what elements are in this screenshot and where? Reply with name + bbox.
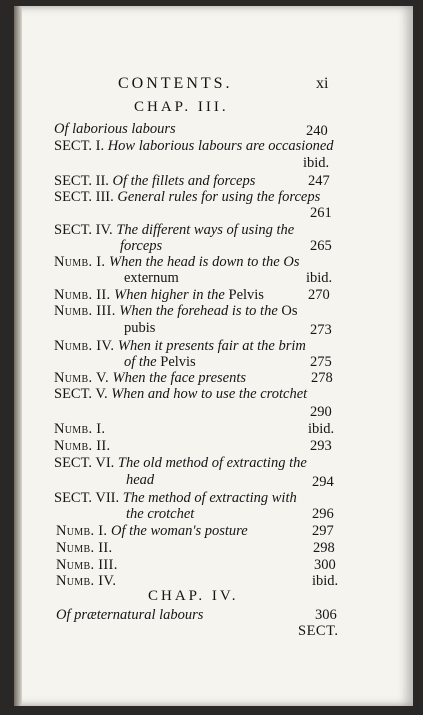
entry-title: The different ways of using the [116,222,295,238]
chapter-heading-3: CHAP. III. [134,99,229,115]
entry-page: 270 [308,287,330,303]
catchword: SECT. [298,623,339,639]
entry-row [54,370,246,386]
entry-page: 273 [310,322,332,338]
running-title: CONTENTS. [118,75,233,92]
book-page [14,6,413,706]
entry-title: When the head is down to the Os [108,254,300,270]
entry-title: Of præternatural labours [56,607,204,623]
entry-title: When higher in the [114,287,225,303]
entry-row [54,287,264,303]
entry-title: When the face presents [112,370,247,386]
entry-label: SECT. IV. [54,222,113,238]
entry-title: The old method of extracting the [117,455,307,471]
entry-label: SECT. I. [54,138,105,154]
entry-label: Numb. V. [54,370,109,386]
entry-title-roman: Pelvis [228,287,264,303]
entry-row [56,523,248,539]
entry-label: Numb. I. [54,254,106,270]
entry-label: Numb. I. [54,421,106,437]
entry-row [54,303,298,319]
entry-label: SECT. VII. [54,490,120,506]
entry-row [54,138,334,154]
entry-title-cont: forceps [120,238,163,254]
entry-page: ibid. [312,573,339,589]
entry-title: When the forehead is to the [119,303,278,319]
page-gutter-shadow [14,6,22,706]
entry-label: Numb. I. [56,523,108,539]
folio-number: xi [316,75,329,92]
entry-label: Numb. II. [54,438,111,454]
entry-label: Numb. II. [54,287,111,303]
entry-label: Numb. III. [54,303,116,319]
entry-page: 290 [310,404,332,420]
chapter-heading-4: CHAP. IV. [148,588,239,604]
entry-page: 298 [313,540,335,556]
entry-page: 293 [310,438,332,454]
entry-title: When and how to use the crotchet [111,386,308,402]
entry-title: General rules for using the forceps [117,189,321,205]
entry-label: Numb. III. [56,557,118,573]
entry-row [54,338,306,354]
entry-page: 247 [308,173,330,189]
entry-page: 278 [311,370,333,386]
entry-label: Numb. IV. [54,338,115,354]
entry-label: Numb. II. [56,540,113,556]
entry-page: 300 [314,557,336,573]
entry-label: SECT. III. [54,189,114,205]
entry-page: 275 [310,354,332,370]
entry-page: 294 [312,474,334,490]
entry-label: SECT. II. [54,173,109,189]
entry-title: Of the fillets and forceps [112,173,256,189]
entry-page: 297 [312,523,334,539]
entry-row [54,222,294,238]
entry-row [54,254,299,270]
entry-title: Of the woman's posture [110,523,248,539]
entry-title-cont: pubis [124,320,156,336]
entry-title: The method of extracting with [122,490,297,506]
entry-page: 306 [315,607,337,623]
entry-title: Of laborious labours [54,121,176,137]
entry-label: Numb. IV. [56,573,117,589]
entry-page: 240 [306,123,328,139]
entry-title: When it presents fair at the brim [117,338,306,354]
entry-row [54,490,297,506]
entry-row [54,386,307,402]
entry-title-cont: of the Pelvis [124,354,196,370]
entry-title-roman: Os [281,303,298,319]
entry-row [54,173,255,189]
entry-label: SECT. VI. [54,455,115,471]
entry-page: 265 [310,238,332,254]
entry-page: ibid. [303,155,330,171]
entry-label: SECT. V. [54,386,108,402]
entry-row [54,189,320,205]
entry-page: ibid. [306,270,333,286]
entry-title: How laborious labours are occasioned [107,138,334,154]
entry-title-cont: externum [124,270,179,286]
entry-title-cont: head [126,472,155,488]
entry-page: ibid. [308,421,335,437]
entry-title-cont: the crotchet [126,506,195,522]
entry-row [54,455,307,471]
entry-page: 261 [310,205,332,221]
entry-page: 296 [312,506,334,522]
